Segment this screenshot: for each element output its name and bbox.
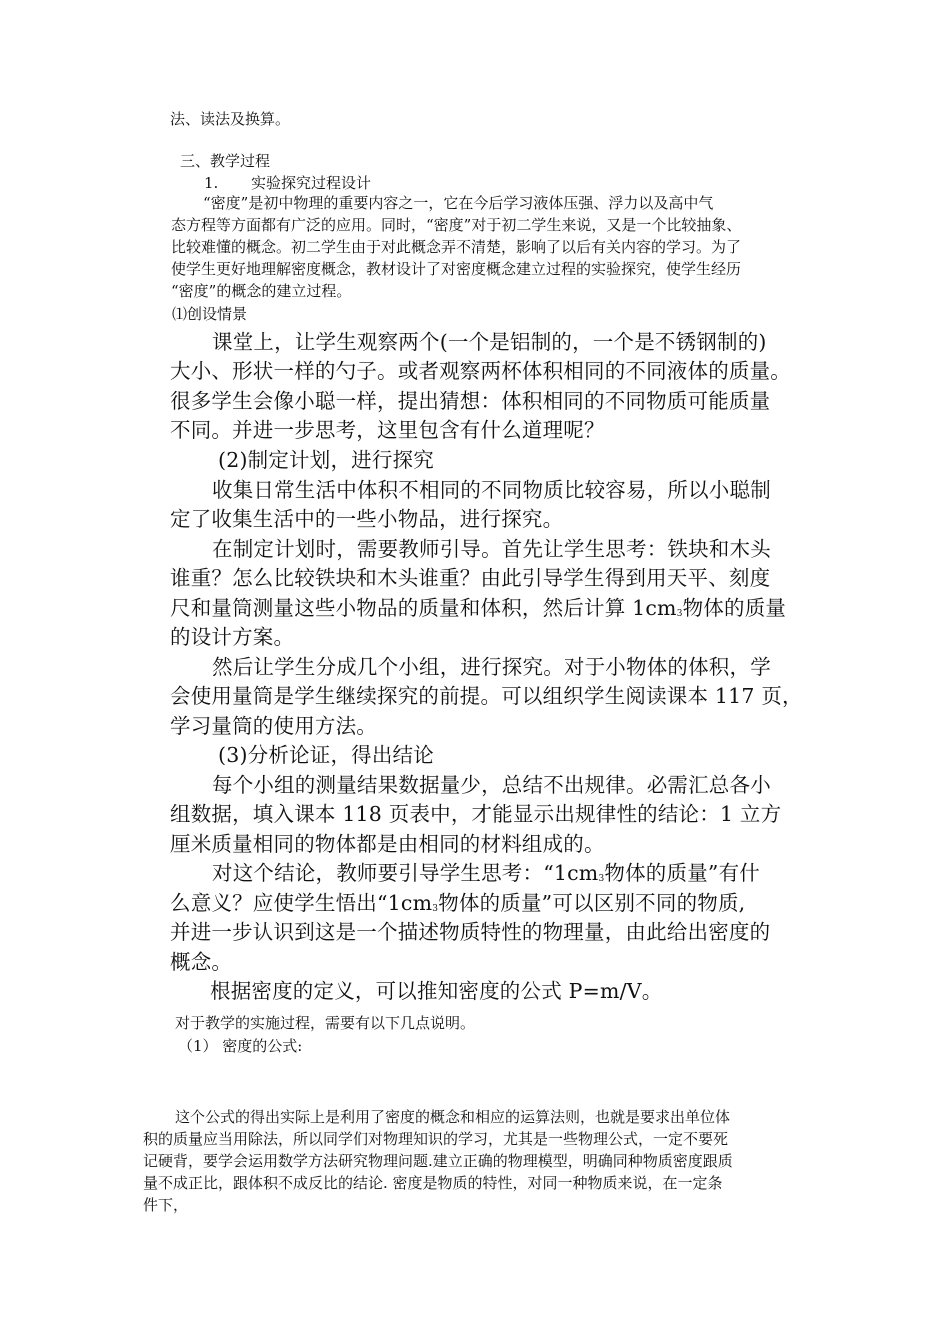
subsection-number: 1.	[204, 174, 219, 192]
text-line: 这个公式的得出实际上是利用了密度的概念和相应的运算法则，也就是要求出单位体	[175, 1108, 731, 1126]
text-line: 大小、形状一样的勺子。或者观察两杯体积相同的不同液体的质量。	[170, 359, 791, 383]
text-line: “密度”的概念的建立过程。	[171, 282, 352, 300]
section-heading: 三、教学过程	[180, 152, 271, 170]
text-line: 收集日常生活中体积不相同的不同物质比较容易，所以小聪制	[212, 478, 771, 502]
text-line: 使学生更好地理解密度概念，教材设计了对密度概念建立过程的实验探究，使学生经历	[171, 260, 742, 278]
unit-subscript: 3	[432, 904, 439, 914]
text-line: 量不成正比，跟体积不成反比的结论. 密度是物质的特性，对同一种物质来说，在一定条	[143, 1174, 723, 1192]
text-run: 物体的质量”可以区别不同的物质,	[438, 891, 746, 915]
step-heading: (2)制定计划，进行探究	[218, 448, 434, 472]
text-line: 记硬背，要学会运用数学方法研究物理问题.建立正确的物理模型，明确同种物质密度跟质	[143, 1152, 733, 1170]
text-line: 件下，	[143, 1196, 189, 1214]
text-line: 课堂上，让学生观察两个(一个是铝制的，一个是不锈钢制的)	[212, 330, 767, 354]
text-line: 的设计方案。	[170, 625, 295, 649]
text-line: 比较难懂的概念。初二学生由于对此概念弄不清楚，影响了以后有关内容的学习。为了	[171, 238, 742, 256]
text-line: 谁重？怎么比较铁块和木头谁重？由此引导学生得到用天平、刻度	[170, 566, 771, 590]
text-line: 很多学生会像小聪一样，提出猜想：体积相同的不同物质可能质量	[170, 389, 771, 413]
text-run: 物体的质量”有什	[604, 861, 760, 885]
text-line: 每个小组的测量结果数据量少，总结不出规律。必需汇总各小	[212, 773, 771, 797]
text-line: 不同。并进一步思考，这里包含有什么道理呢？	[170, 418, 605, 442]
subsection-title: 实验探究过程设计	[251, 174, 372, 192]
text-line: 会使用量筒是学生继续探究的前提。可以组织学生阅读课本 117 页，	[170, 684, 803, 708]
text-line: 对于教学的实施过程，需要有以下几点说明。	[175, 1014, 476, 1032]
unit-subscript: 3	[598, 874, 605, 884]
text-line: “密度”是初中物理的重要内容之一，它在今后学习液体压强、浮力以及高中气	[203, 194, 714, 212]
text-line: 积的质量应当用除法，所以同学们对物理知识的学习，尤其是一些物理公式，一定不要死	[143, 1130, 729, 1148]
text-line: 然后让学生分成几个小组，进行探究。对于小物体的体积，学	[212, 655, 771, 679]
text-line: 态方程等方面都有广泛的应用。同时，“密度”对于初二学生来说，又是一个比较抽象、	[171, 216, 742, 234]
text-line: 厘米质量相同的物体都是由相同的材料组成的。	[170, 832, 605, 856]
formula-line: 根据密度的定义，可以推知密度的公式 P=m/V。	[210, 979, 663, 1003]
text-line: 定了收集生活中的一些小物品，进行探究。	[170, 507, 564, 531]
text-line: 概念。	[170, 950, 233, 974]
step-heading: ⑴创设情景	[172, 305, 248, 323]
text-run: 对这个结论，教师要引导学生思考：“1cm	[212, 861, 599, 885]
note-heading: （1） 密度的公式:	[178, 1037, 303, 1055]
text-run: 尺和量筒测量这些小物品的质量和体积，然后计算 1cm	[170, 596, 677, 620]
step-heading: (3)分析论证，得出结论	[218, 743, 434, 767]
text-line: 组数据，填入课本 118 页表中，才能显示出规律性的结论：1 立方	[170, 802, 782, 826]
text-line: 法、读法及换算。	[170, 110, 291, 128]
text-line: 在制定计划时，需要教师引导。首先让学生思考：铁块和木头	[212, 537, 771, 561]
unit-subscript: 3	[676, 609, 683, 619]
text-line: 学习量筒的使用方法。	[170, 714, 377, 738]
text-line: 并进一步认识到这是一个描述物质特性的物理量，由此给出密度的	[170, 920, 771, 944]
text-run: 物体的质量	[682, 596, 787, 620]
text-run: 么意义？应使学生悟出“1cm	[170, 891, 433, 915]
